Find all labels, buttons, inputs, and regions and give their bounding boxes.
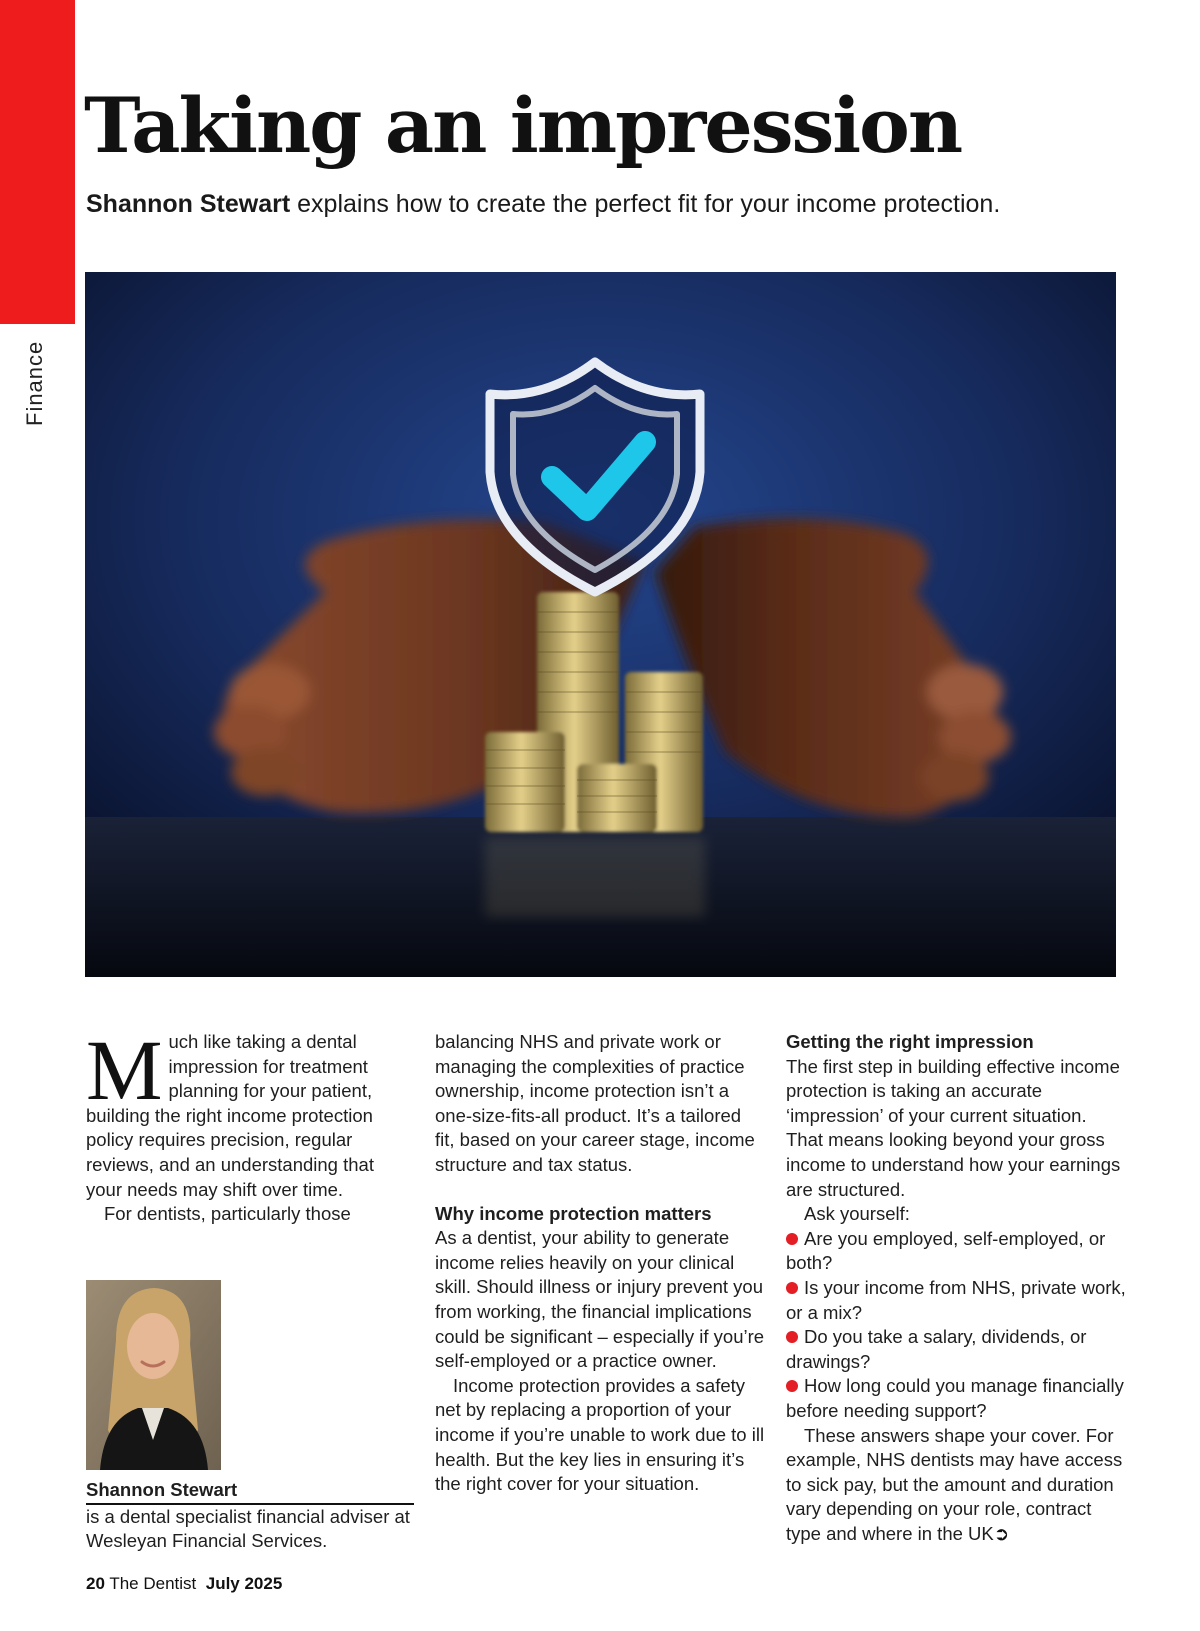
article-column-2 [435, 1030, 765, 1497]
issue-date: July 2025 [205, 1574, 283, 1593]
drop-cap: M [86, 1022, 163, 1118]
paragraph: Income protection provides a safety net by replacing a proportion of your income if you’re unable to work due to ill health. But the key lies in ensuring it’s the right cover for your situation. [435, 1374, 765, 1495]
paragraph: balancing NHS and private work or managing the complexities of practice ownership, income protection isn’t a one-size-fits-all product. It’s a tailored fit, based on your career stage, income structure and tax status. [435, 1031, 755, 1175]
section-label: Finance [22, 340, 47, 426]
bio-name: Shannon Stewart [86, 1478, 414, 1505]
paragraph: The first step in building effective income protection is taking an accurate ‘impression’ of your current situation. That means looking beyond your gross income to understand how your earnings are structured. [786, 1055, 1121, 1200]
bullet-dot-icon [786, 1331, 798, 1343]
paragraph: These answers shape your cover. For example, NHS dentists may have access to sick pay, but the amount and duration vary depending on your role, contract type and where in the UK➲ [786, 1424, 1123, 1544]
author-name: Shannon Stewart [86, 190, 291, 218]
subheading-why-income-protection: Why income protection matters [435, 1202, 712, 1224]
continue-arrow-icon: ➲ [993, 1522, 1010, 1544]
bullet-item: Are you employed, self-employed, or both? [786, 1227, 1106, 1274]
article-column-3 [786, 1030, 1126, 1546]
author-photo [86, 1280, 221, 1470]
bullet-item: Is your income from NHS, private work, or a mix? [786, 1276, 1126, 1323]
subheading-getting-right-impression: Getting the right impression [786, 1031, 1034, 1052]
hero-image [85, 272, 1116, 977]
bullet-dot-icon [786, 1282, 798, 1294]
publication-name: The Dentist [109, 1574, 197, 1593]
bullet-item: Do you take a salary, dividends, or drawings? [786, 1326, 1087, 1372]
bullet-dot-icon [786, 1380, 798, 1392]
paragraph: As a dentist, your ability to generate income relies heavily on your clinical skill. Should illness or injury prevent you from working, the financial implications could be significant – especially if you’re self-employed or a practice owner. [435, 1227, 765, 1372]
section-color-bar [0, 0, 75, 324]
author-bio [86, 1478, 414, 1553]
bullet-item: How long could you manage financially before needing support? [786, 1375, 1124, 1421]
paragraph: Ask yourself: [804, 1203, 910, 1225]
bio-text: is a dental specialist financial adviser at Wesleyan Financial Services. [86, 1506, 410, 1551]
paragraph: For dentists, particularly those [104, 1203, 351, 1225]
article-title: Taking an impression [84, 81, 962, 170]
standfirst [86, 190, 1186, 219]
article-column-1 [86, 1022, 406, 1227]
bullet-dot-icon [786, 1233, 798, 1245]
page-footer [86, 1574, 282, 1594]
standfirst-text: explains how to create the perfect fit for your income protection. [290, 190, 1001, 218]
page-number: 20 [86, 1574, 105, 1593]
intro-paragraph: uch like taking a dental impression for treatment planning for your patient, building the right income protection policy requires precision, regular reviews, and an understanding that your needs may shift over time. [86, 1031, 374, 1200]
